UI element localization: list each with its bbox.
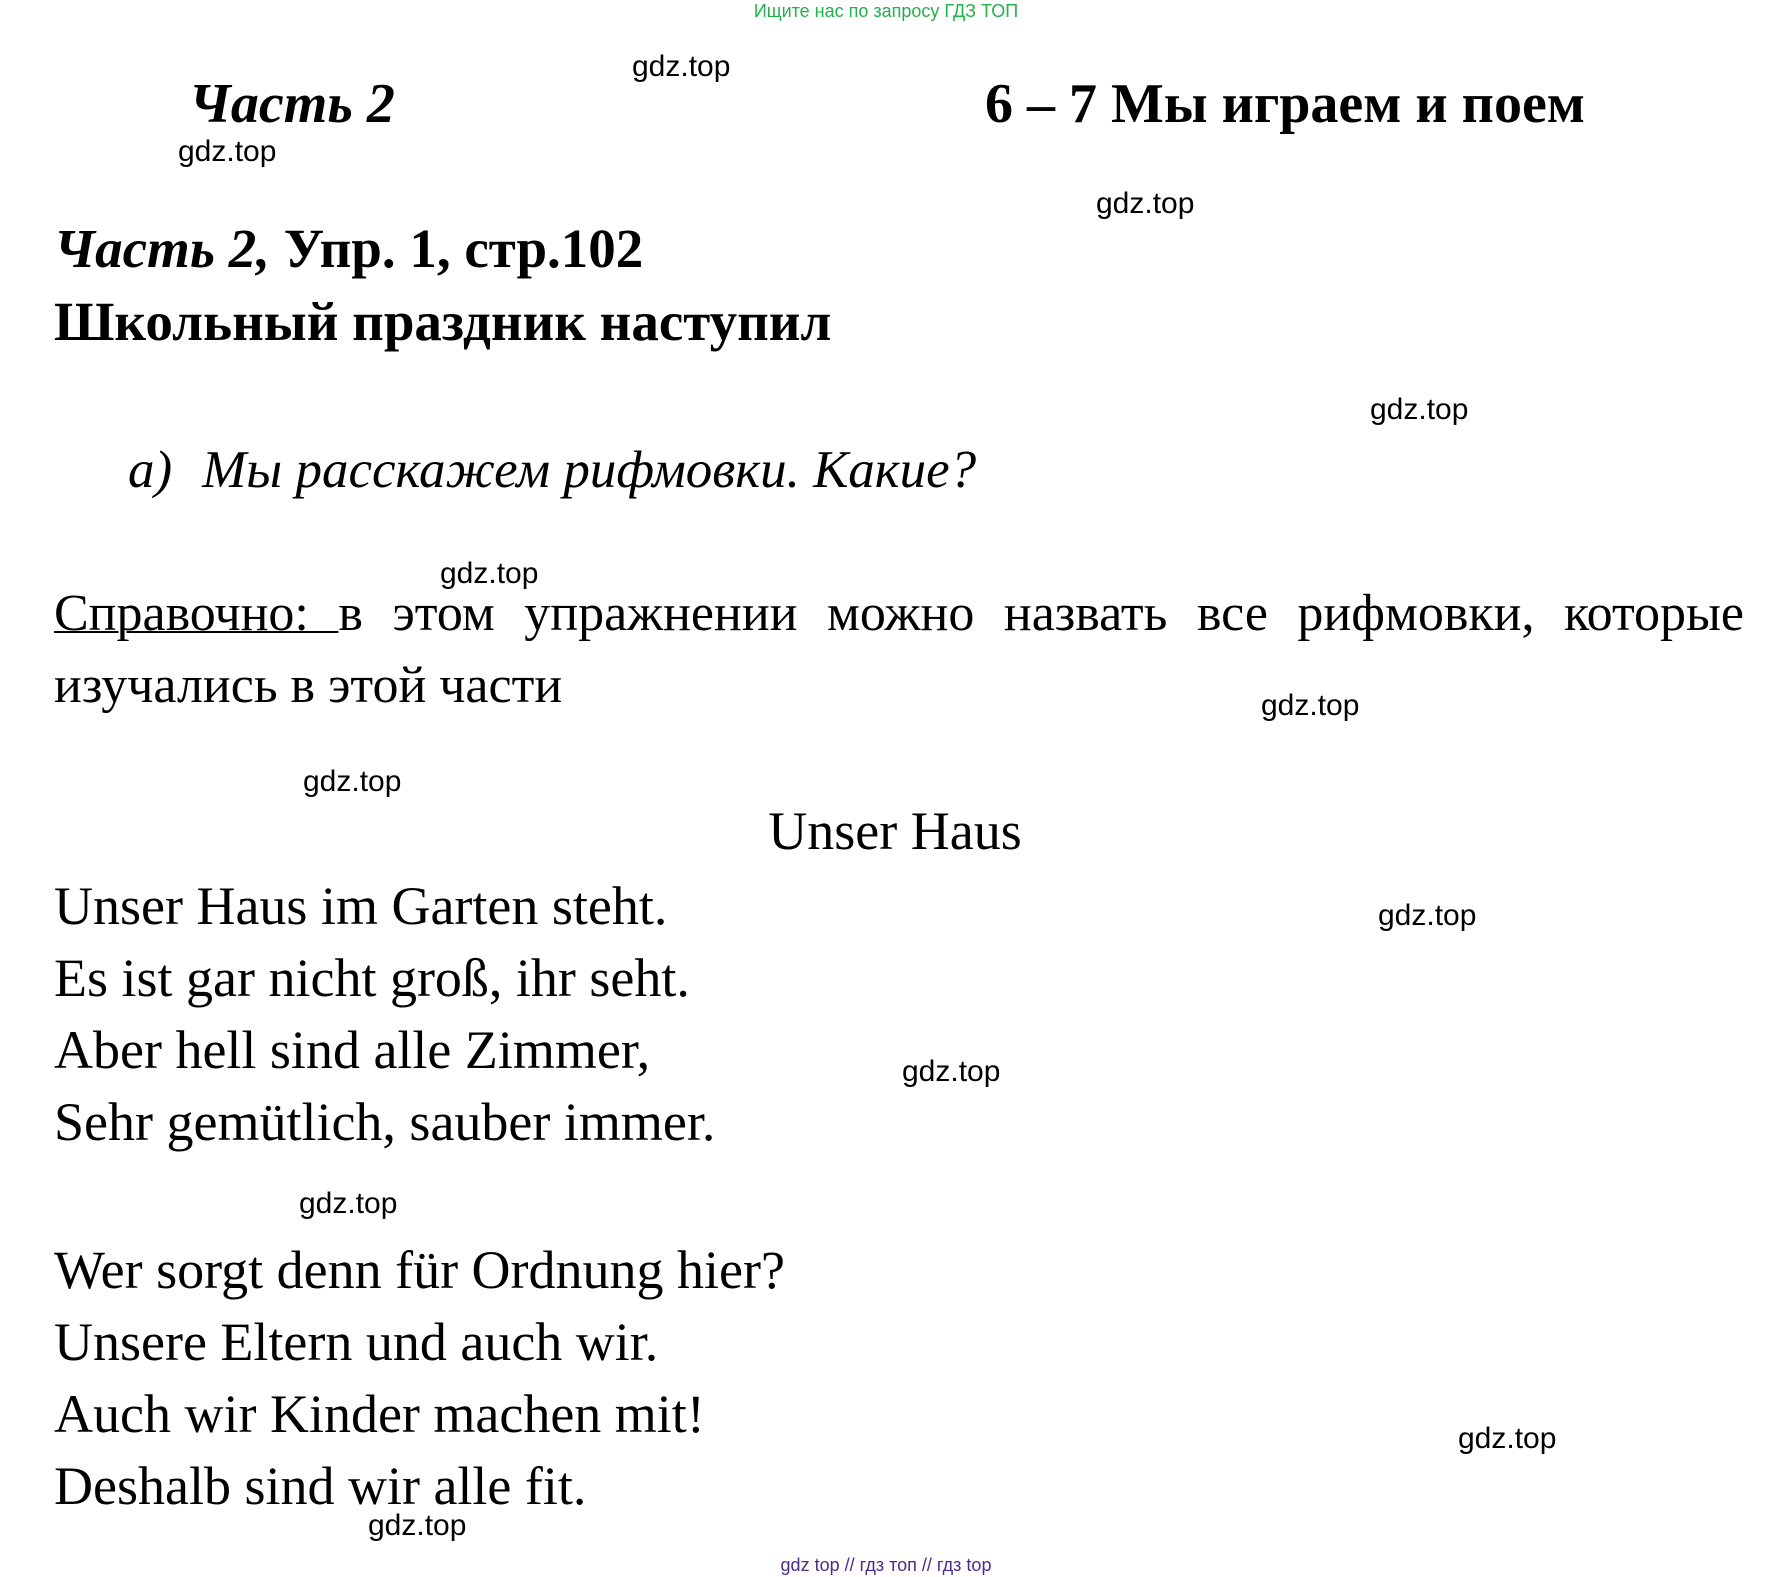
part-heading: Часть 2 [189,73,395,135]
watermark: gdz.top [303,765,402,798]
poem-line: Unsere Eltern und auch wir. [54,1312,659,1372]
exercise-title [54,217,643,280]
bottom-banner: gdz top // гдз топ // гдз top [780,1555,992,1575]
poem-line: Aber hell sind alle Zimmer, [54,1020,651,1080]
watermark: gdz.top [178,135,277,168]
poem-line: Wer sorgt denn für Ordnung hier? [54,1240,785,1300]
poem-stanza-2 [54,1234,785,1522]
poem-line: Deshalb sind wir alle fit. [54,1456,587,1516]
watermark: gdz.top [299,1187,398,1220]
poem-line: Auch wir Kinder machen mit! [54,1384,705,1444]
exercise-subtitle: Школьный праздник наступил [54,291,832,352]
poem-line: Unser Haus im Garten steht. [54,876,668,936]
task-letter: а) [128,441,173,499]
reference-note [54,578,1744,722]
exercise-ref: Упр. 1, стр.102 [269,218,644,279]
watermark: gdz.top [1261,689,1360,722]
poem-line: Sehr gemütlich, sauber immer. [54,1092,716,1152]
note-text: в этом упражнении можно назвать все рифмовки, которые изучались в этой части [54,585,1744,714]
poem-title: Unser Haus [768,801,1022,861]
watermark: gdz.top [1458,1422,1557,1455]
watermark: gdz.top [1096,187,1195,220]
exercise-part-label: Часть 2, [54,218,270,279]
top-banner: Ищите нас по запросу ГДЗ ТОП [753,1,1019,21]
note-label: Справочно: [54,585,339,642]
watermark: gdz.top [902,1055,1001,1088]
poem-stanza-1 [54,870,715,1158]
watermark: gdz.top [632,50,731,83]
task-text: Мы расскажем рифмовки. Какие? [202,441,977,499]
watermark: gdz.top [368,1509,467,1542]
watermark: gdz.top [1378,899,1477,932]
watermark: gdz.top [1370,393,1469,426]
poem-line: Es ist gar nicht groß, ihr seht. [54,948,690,1008]
watermark: gdz.top [440,557,539,590]
task-line [128,440,976,500]
unit-heading: 6 – 7 Мы играем и поем [985,73,1585,135]
